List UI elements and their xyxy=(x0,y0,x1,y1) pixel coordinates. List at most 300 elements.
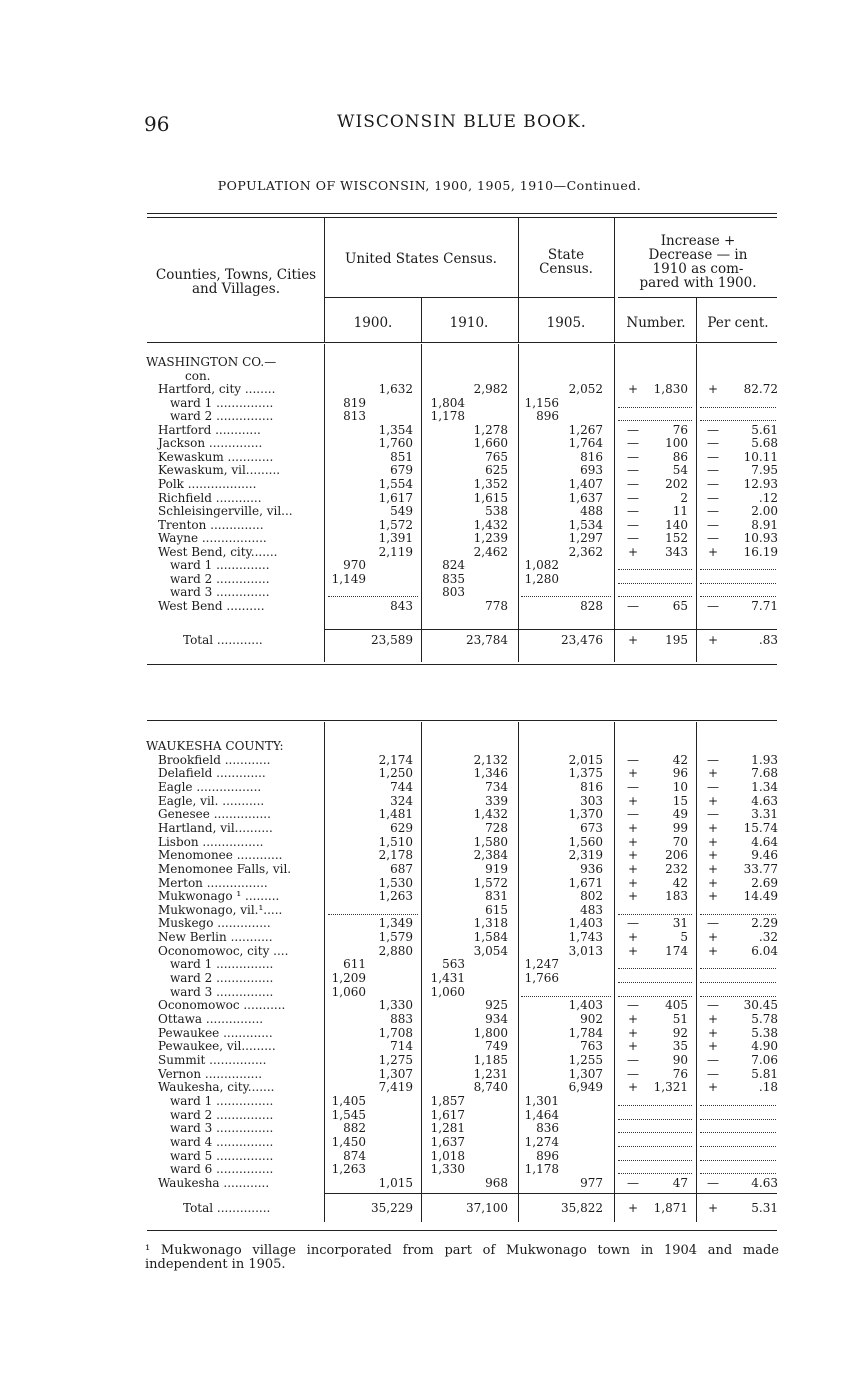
table-row xyxy=(0,383,859,396)
table-row xyxy=(0,808,859,821)
value-1905: 1,255 xyxy=(568,1052,603,1067)
value-1905: 483 xyxy=(580,902,603,917)
change-sign: + xyxy=(627,633,639,647)
change-number: 47 xyxy=(672,1175,688,1190)
table-row xyxy=(0,1109,859,1122)
table-row xyxy=(0,478,859,491)
value-1900: 1,354 xyxy=(378,422,413,437)
table-row xyxy=(0,1027,859,1040)
header-divider xyxy=(324,218,325,342)
value-1910: 728 xyxy=(485,820,508,835)
value-1910: 615 xyxy=(485,902,508,917)
row-label: ward 4 ............... xyxy=(170,1134,274,1149)
ward-1910-value: 1,281 xyxy=(430,1121,465,1136)
row-label: Wayne ................. xyxy=(158,531,267,546)
value-1900: 1,263 xyxy=(378,889,413,904)
header-counties: Counties, Towns, Cities and Villages. xyxy=(155,267,317,297)
row-label: ward 1 ............... xyxy=(170,395,274,410)
header-bottom-rule xyxy=(147,342,777,343)
change-number: 96 xyxy=(672,766,688,781)
empty-number-leader xyxy=(618,1160,692,1161)
empty-number-leader xyxy=(618,596,692,597)
row-label: Richfield ............ xyxy=(158,490,262,505)
ward-1905-value: 1,464 xyxy=(524,1107,559,1122)
percent-sign: — xyxy=(707,1066,719,1081)
change-sign: + xyxy=(627,766,639,781)
header-top-rule xyxy=(147,213,777,214)
table-row xyxy=(0,945,859,958)
value-1905: 1,764 xyxy=(568,436,603,451)
ward-1900-value: 970 xyxy=(343,558,366,573)
value-1900: 2,174 xyxy=(378,752,413,767)
row-label: Total .............. xyxy=(183,1201,271,1215)
row-label: ward 3 ............... xyxy=(170,1121,274,1136)
change-number: 405 xyxy=(665,998,688,1013)
header-percent: Per cent. xyxy=(707,315,769,331)
change-percent: 1.34 xyxy=(751,779,778,794)
change-number: 49 xyxy=(672,807,688,822)
table-row xyxy=(0,1150,859,1163)
percent-sign: — xyxy=(707,998,719,1013)
row-label: ward 2 ............... xyxy=(170,1107,274,1122)
empty-percent-leader xyxy=(700,982,776,983)
value-1900: 1,307 xyxy=(378,1066,413,1081)
ward-1900-value: 611 xyxy=(343,957,366,972)
value-1900: 35,229 xyxy=(371,1201,413,1215)
row-label: con. xyxy=(185,368,211,383)
ward-1910-value: 824 xyxy=(442,558,465,573)
change-sign: — xyxy=(627,531,639,546)
percent-sign: + xyxy=(707,382,719,397)
empty-number-leader xyxy=(618,1119,692,1120)
ward-1910-value: 563 xyxy=(442,957,465,972)
value-1900: 1,632 xyxy=(378,382,413,397)
change-percent: 5.81 xyxy=(751,1066,778,1081)
row-label: Ottawa ............... xyxy=(158,1012,264,1026)
percent-sign: — xyxy=(707,422,719,437)
empty-1900-leader xyxy=(328,596,418,597)
value-1900: 1,250 xyxy=(378,766,413,781)
change-number: 232 xyxy=(665,861,688,876)
percent-sign: — xyxy=(707,490,719,505)
empty-percent-leader xyxy=(700,407,776,408)
ward-1900-value: 1,149 xyxy=(331,571,366,586)
change-sign: + xyxy=(627,861,639,876)
value-1905: 977 xyxy=(580,1175,603,1190)
value-1905: 816 xyxy=(580,779,603,794)
change-sign: + xyxy=(627,1012,639,1026)
change-sign: — xyxy=(627,436,639,451)
row-label: Brookfield ............ xyxy=(158,752,271,767)
value-1905: 1,671 xyxy=(568,875,603,890)
change-number: 35 xyxy=(672,1039,688,1054)
change-number: 195 xyxy=(665,633,688,647)
change-percent: 82.72 xyxy=(743,382,778,397)
row-label: Schleisingerville, vil... xyxy=(158,504,293,519)
row-label: Pewaukee ............. xyxy=(158,1025,273,1040)
value-1910: 3,054 xyxy=(473,943,508,958)
ward-1900-value: 1,450 xyxy=(331,1134,366,1149)
empty-percent-leader xyxy=(700,914,776,915)
value-1910: 1,318 xyxy=(473,916,508,931)
ward-1905-value: 1,301 xyxy=(524,1093,559,1108)
table-row xyxy=(0,863,859,876)
value-1900: 1,617 xyxy=(378,490,413,505)
change-number: 76 xyxy=(672,1066,688,1081)
value-1905: 1,267 xyxy=(568,422,603,437)
percent-sign: — xyxy=(707,476,719,491)
percent-sign: — xyxy=(707,752,719,767)
table-row xyxy=(0,492,859,505)
empty-number-leader xyxy=(618,1105,692,1106)
change-number: 183 xyxy=(665,889,688,904)
value-1910: 1,432 xyxy=(473,807,508,822)
percent-sign: + xyxy=(707,820,719,835)
change-percent: 6.04 xyxy=(751,943,778,958)
change-number: 11 xyxy=(672,504,688,519)
value-1900: 1,708 xyxy=(378,1025,413,1040)
empty-number-leader xyxy=(618,420,692,421)
table-row xyxy=(0,890,859,903)
table-row xyxy=(0,410,859,423)
change-number: 1,830 xyxy=(653,382,688,397)
empty-percent-leader xyxy=(700,420,776,421)
percent-sign: + xyxy=(707,633,719,647)
value-1910: 2,132 xyxy=(473,752,508,767)
change-number: 70 xyxy=(672,834,688,849)
row-label: ward 1 ............... xyxy=(170,1093,274,1108)
percent-sign: + xyxy=(707,1039,719,1054)
value-1910: 23,784 xyxy=(466,633,508,647)
row-label: West Bend, city....... xyxy=(158,544,278,559)
value-1910: 765 xyxy=(485,449,508,464)
ward-1900-value: 874 xyxy=(343,1148,366,1163)
change-sign: — xyxy=(627,422,639,437)
change-sign: — xyxy=(627,807,639,822)
change-sign: + xyxy=(627,820,639,835)
value-1905: 2,319 xyxy=(568,848,603,863)
table-row xyxy=(0,397,859,410)
change-sign: + xyxy=(627,848,639,863)
ward-1900-value: 882 xyxy=(343,1121,366,1136)
value-1910: 2,384 xyxy=(473,848,508,863)
row-label: ward 2 ............... xyxy=(170,409,274,424)
table-row xyxy=(0,917,859,930)
empty-1905-leader xyxy=(521,996,611,997)
value-1905: 1,370 xyxy=(568,807,603,822)
value-1900: 883 xyxy=(390,1012,413,1026)
empty-percent-leader xyxy=(700,968,776,969)
value-1910: 339 xyxy=(485,793,508,808)
percent-sign: + xyxy=(707,1012,719,1026)
change-sign: — xyxy=(627,752,639,767)
value-1905: 693 xyxy=(580,463,603,478)
table-row xyxy=(0,972,859,985)
value-1905: 1,307 xyxy=(568,1066,603,1081)
change-sign: + xyxy=(627,382,639,397)
percent-sign: — xyxy=(707,531,719,546)
change-percent: 14.49 xyxy=(743,889,778,904)
row-label: Oconomowoc ........... xyxy=(158,998,286,1013)
total-row xyxy=(0,1202,859,1215)
change-percent: 2.00 xyxy=(751,504,778,519)
value-1910: 1,352 xyxy=(473,476,508,491)
table-row xyxy=(0,877,859,890)
change-number: 86 xyxy=(672,449,688,464)
value-1910: 934 xyxy=(485,1012,508,1026)
table-row xyxy=(0,849,859,862)
row-label: ward 1 ............... xyxy=(170,957,274,972)
percent-sign: + xyxy=(707,1080,719,1095)
change-sign: — xyxy=(627,476,639,491)
change-sign: — xyxy=(627,1052,639,1067)
running-head: WISCONSIN BLUE BOOK. xyxy=(337,112,588,132)
value-1910: 1,432 xyxy=(473,517,508,532)
ward-1900-value: 1,405 xyxy=(331,1093,366,1108)
value-1910: 1,584 xyxy=(473,930,508,945)
ward-1910-value: 1,018 xyxy=(430,1148,465,1163)
row-label: Mukwonago ¹ ......... xyxy=(158,889,280,904)
value-1910: 968 xyxy=(485,1175,508,1190)
change-sign: + xyxy=(627,930,639,945)
ward-1900-value: 1,263 xyxy=(331,1162,366,1177)
change-percent: 30.45 xyxy=(743,998,778,1013)
row-label: ward 3 .............. xyxy=(170,585,270,600)
value-1905: 1,403 xyxy=(568,916,603,931)
row-label: West Bend .......... xyxy=(158,598,265,613)
change-number: 2 xyxy=(680,490,688,505)
page-number: 96 xyxy=(144,112,170,136)
change-sign: — xyxy=(627,916,639,931)
percent-sign: + xyxy=(707,1025,719,1040)
row-label: Mukwonago, vil.¹..... xyxy=(158,902,283,917)
table-row xyxy=(0,1177,859,1190)
value-1900: 324 xyxy=(390,793,413,808)
value-1900: 1,510 xyxy=(378,834,413,849)
value-1905: 936 xyxy=(580,861,603,876)
change-number: 140 xyxy=(665,517,688,532)
change-percent: 5.78 xyxy=(751,1012,778,1026)
ward-1905-value: 1,280 xyxy=(524,571,559,586)
value-1910: 625 xyxy=(485,463,508,478)
change-sign: — xyxy=(627,779,639,794)
empty-number-leader xyxy=(618,1146,692,1147)
table-row xyxy=(0,600,859,613)
table-row xyxy=(0,781,859,794)
percent-sign: — xyxy=(707,504,719,519)
value-1900: 1,760 xyxy=(378,436,413,451)
header-1905: 1905. xyxy=(546,315,586,331)
change-number: 42 xyxy=(672,752,688,767)
change-percent: 7.68 xyxy=(751,766,778,781)
change-number: 31 xyxy=(672,916,688,931)
table-row xyxy=(0,451,859,464)
empty-1900-leader xyxy=(328,914,418,915)
change-percent: 4.63 xyxy=(751,793,778,808)
value-1910: 1,239 xyxy=(473,531,508,546)
table-row xyxy=(0,740,859,753)
change-percent: 4.90 xyxy=(751,1039,778,1054)
row-label: Waukesha ............ xyxy=(158,1175,270,1190)
percent-sign: — xyxy=(707,517,719,532)
value-1905: 3,013 xyxy=(568,943,603,958)
change-number: 1,871 xyxy=(653,1201,688,1215)
table-row xyxy=(0,999,859,1012)
table-row xyxy=(0,559,859,572)
table-row xyxy=(0,573,859,586)
change-percent: 5.38 xyxy=(751,1025,778,1040)
percent-sign: + xyxy=(707,889,719,904)
value-1900: 714 xyxy=(390,1039,413,1054)
change-number: 92 xyxy=(672,1025,688,1040)
value-1900: 744 xyxy=(390,779,413,794)
ward-1910-value: 1,431 xyxy=(430,971,465,986)
empty-1905-leader xyxy=(521,596,611,597)
value-1905: 2,362 xyxy=(568,544,603,559)
table-row xyxy=(0,1163,859,1176)
empty-number-leader xyxy=(618,982,692,983)
change-percent: 4.64 xyxy=(751,834,778,849)
change-percent: 9.46 xyxy=(751,848,778,863)
census-subheader-rule xyxy=(324,297,614,298)
ward-1905-value: 896 xyxy=(536,1148,559,1163)
value-1905: 816 xyxy=(580,449,603,464)
ward-1910-value: 1,330 xyxy=(430,1162,465,1177)
table-row xyxy=(0,754,859,767)
change-sign: + xyxy=(627,544,639,559)
value-1900: 629 xyxy=(390,820,413,835)
empty-percent-leader xyxy=(700,596,776,597)
value-1900: 1,481 xyxy=(378,807,413,822)
row-label: ward 2 ............... xyxy=(170,971,274,986)
row-label: ward 5 ............... xyxy=(170,1148,274,1163)
table-row xyxy=(0,986,859,999)
table-row xyxy=(0,1054,859,1067)
value-1910: 538 xyxy=(485,504,508,519)
empty-number-leader xyxy=(618,996,692,997)
percent-sign: + xyxy=(707,875,719,890)
row-label: Merton ................ xyxy=(158,875,268,890)
value-1900: 23,589 xyxy=(371,633,413,647)
header-change: Increase + Decrease — in 1910 as com- pared with 1900. xyxy=(639,233,757,291)
row-label: Muskego .............. xyxy=(158,916,271,931)
change-sign: — xyxy=(627,463,639,478)
table-row xyxy=(0,1136,859,1149)
value-1905: 1,534 xyxy=(568,517,603,532)
value-1905: 1,375 xyxy=(568,766,603,781)
value-1905: 1,784 xyxy=(568,1025,603,1040)
row-label: Hartland, vil.......... xyxy=(158,820,273,835)
row-label: ward 3 ............... xyxy=(170,984,274,999)
value-1910: 1,346 xyxy=(473,766,508,781)
empty-percent-leader xyxy=(700,1119,776,1120)
value-1905: 23,476 xyxy=(561,633,603,647)
value-1900: 7,419 xyxy=(378,1080,413,1095)
value-1905: 828 xyxy=(580,598,603,613)
row-label: Kewaskum, vil......... xyxy=(158,463,281,478)
change-sign: + xyxy=(627,1039,639,1054)
percent-sign: + xyxy=(707,861,719,876)
change-sign: + xyxy=(627,889,639,904)
value-1905: 2,052 xyxy=(568,382,603,397)
section-top-rule xyxy=(147,720,777,721)
table-row xyxy=(0,370,859,383)
table-row xyxy=(0,356,859,369)
total-rule xyxy=(324,629,777,630)
change-percent: 12.93 xyxy=(743,476,778,491)
header-divider xyxy=(614,218,615,342)
change-percent: 3.31 xyxy=(751,807,778,822)
value-1900: 1,349 xyxy=(378,916,413,931)
row-label: Summit ............... xyxy=(158,1052,267,1067)
empty-number-leader xyxy=(618,968,692,969)
empty-percent-leader xyxy=(700,996,776,997)
change-percent: .32 xyxy=(758,930,778,945)
ward-1905-value: 1,156 xyxy=(524,395,559,410)
empty-number-leader xyxy=(618,407,692,408)
value-1905: 802 xyxy=(580,889,603,904)
change-number: 99 xyxy=(672,820,688,835)
header-state-census: State Census. xyxy=(539,247,593,277)
empty-number-leader xyxy=(618,1173,692,1174)
change-percent: 2.69 xyxy=(751,875,778,890)
value-1900: 2,880 xyxy=(378,943,413,958)
change-percent: 10.93 xyxy=(743,531,778,546)
ward-1905-value: 1,178 xyxy=(524,1162,559,1177)
change-sign: — xyxy=(627,504,639,519)
value-1905: 902 xyxy=(580,1012,603,1026)
value-1910: 1,615 xyxy=(473,490,508,505)
change-number: 15 xyxy=(672,793,688,808)
ward-1905-value: 1,247 xyxy=(524,957,559,972)
value-1905: 303 xyxy=(580,793,603,808)
table-row xyxy=(0,1040,859,1053)
empty-percent-leader xyxy=(700,1160,776,1161)
empty-percent-leader xyxy=(700,1132,776,1133)
percent-sign: + xyxy=(707,544,719,559)
value-1900: 679 xyxy=(390,463,413,478)
percent-sign: + xyxy=(707,943,719,958)
change-number: 206 xyxy=(665,848,688,863)
row-label: Pewaukee, vil......... xyxy=(158,1039,276,1054)
value-1900: 2,178 xyxy=(378,848,413,863)
percent-sign: — xyxy=(707,463,719,478)
row-label: Delafield ............. xyxy=(158,766,266,781)
value-1900: 1,391 xyxy=(378,531,413,546)
value-1910: 1,185 xyxy=(473,1052,508,1067)
footnote: ¹ Mukwonago village incorporated from part of Mukwonago town in 1904 and made independent in 1905. xyxy=(145,1243,779,1272)
header-1910: 1910. xyxy=(449,315,489,331)
percent-sign: + xyxy=(707,793,719,808)
value-1900: 1,572 xyxy=(378,517,413,532)
table-title: POPULATION OF WISCONSIN, 1900, 1905, 1910—Continued. xyxy=(217,178,642,193)
row-label: Jackson .............. xyxy=(158,436,263,451)
percent-sign: — xyxy=(707,779,719,794)
value-1900: 843 xyxy=(390,598,413,613)
value-1910: 734 xyxy=(485,779,508,794)
change-number: 76 xyxy=(672,422,688,437)
change-percent: 7.71 xyxy=(751,598,778,613)
ward-1910-value: 835 xyxy=(442,571,465,586)
header-1900: 1900. xyxy=(353,315,393,331)
table-row xyxy=(0,424,859,437)
ward-1910-value: 1,178 xyxy=(430,409,465,424)
ward-1900-value: 1,545 xyxy=(331,1107,366,1122)
change-sign: — xyxy=(627,1066,639,1081)
value-1910: 37,100 xyxy=(466,1201,508,1215)
ward-1900-value: 813 xyxy=(343,409,366,424)
change-percent: 4.63 xyxy=(751,1175,778,1190)
